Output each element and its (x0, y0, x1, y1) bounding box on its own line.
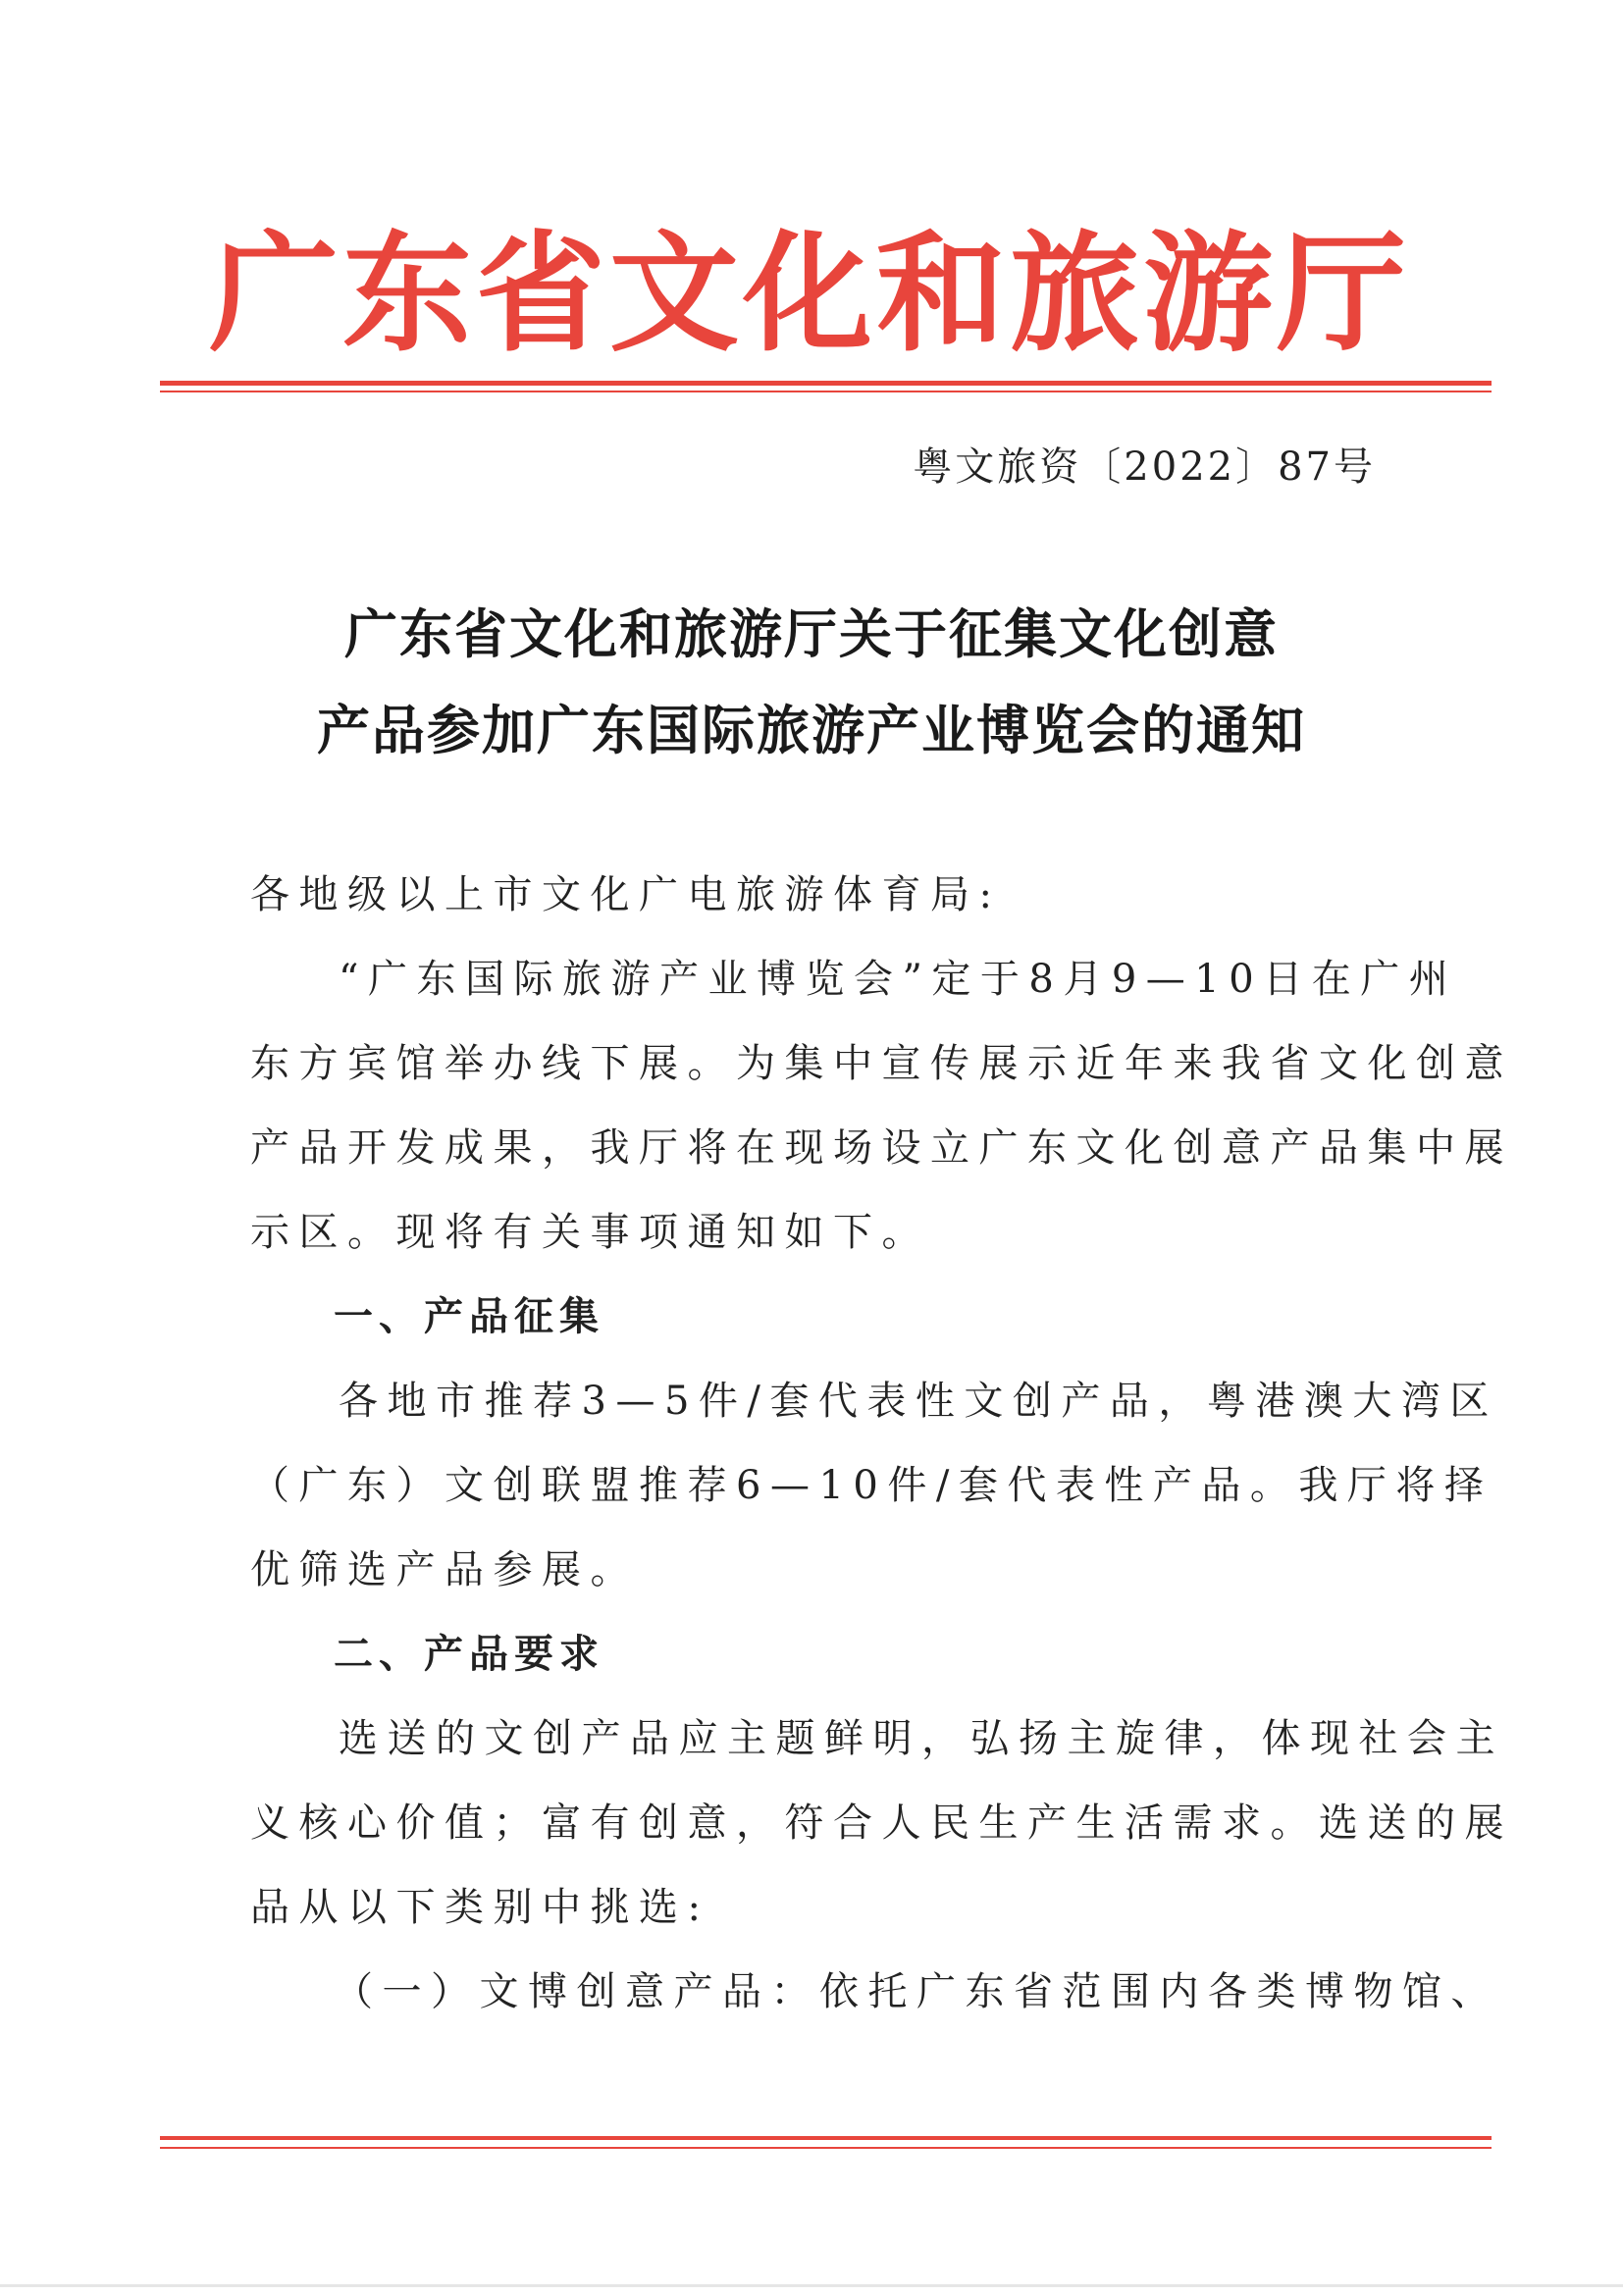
header-rule-thick (160, 381, 1492, 386)
section-1-line-1: 各地市推荐3—5件/套代表性文创产品，粤港澳大湾区 (339, 1379, 1498, 1424)
section-2-line-3: 品从以下类别中挑选: (250, 1885, 710, 1930)
intro-line-2: 东方宾馆举办线下展。为集中宣传展示近年来我省文化创意 (250, 1041, 1513, 1086)
agency-header-title: 广东省文化和旅游厅 (209, 218, 1410, 370)
section-2-heading: 二、产品要求 (334, 1632, 604, 1677)
section-1-line-2: （广东）文创联盟推荐6—10件/套代表性产品。我厅将择 (250, 1463, 1493, 1508)
section-1-line-3: 优筛选产品参展。 (250, 1547, 639, 1592)
header-rule-thin (160, 391, 1492, 392)
section-1-heading: 一、产品征集 (334, 1294, 604, 1339)
intro-line-1: “广东国际旅游产业博览会”定于8月9—10日在广州 (339, 957, 1458, 1002)
intro-line-3: 产品开发成果，我厅将在现场设立广东文化创意产品集中展 (250, 1125, 1513, 1171)
scan-edge-line (0, 2284, 1623, 2287)
item-1-line: （一）文博创意产品：依托广东省范围内各类博物馆、 (334, 1969, 1499, 2014)
footer-rule-thick (160, 2136, 1492, 2140)
section-2-line-2: 义核心价值；富有创意，符合人民生产生活需求。选送的展 (250, 1800, 1513, 1846)
section-2-line-1: 选送的文创产品应主题鲜明，弘扬主旋律，体现社会主 (339, 1716, 1504, 1761)
document-number: 粤文旅资〔2022〕87号 (913, 444, 1376, 490)
notice-title-line-2: 产品参加广东国际旅游产业博览会的通知 (317, 700, 1306, 761)
notice-title-line-1: 广东省文化和旅游厅关于征集文化创意 (344, 603, 1279, 665)
footer-rule-thin (160, 2147, 1492, 2149)
salutation: 各地级以上市文化广电旅游体育局: (250, 872, 1002, 917)
intro-line-4: 示区。现将有关事项通知如下。 (250, 1210, 930, 1255)
